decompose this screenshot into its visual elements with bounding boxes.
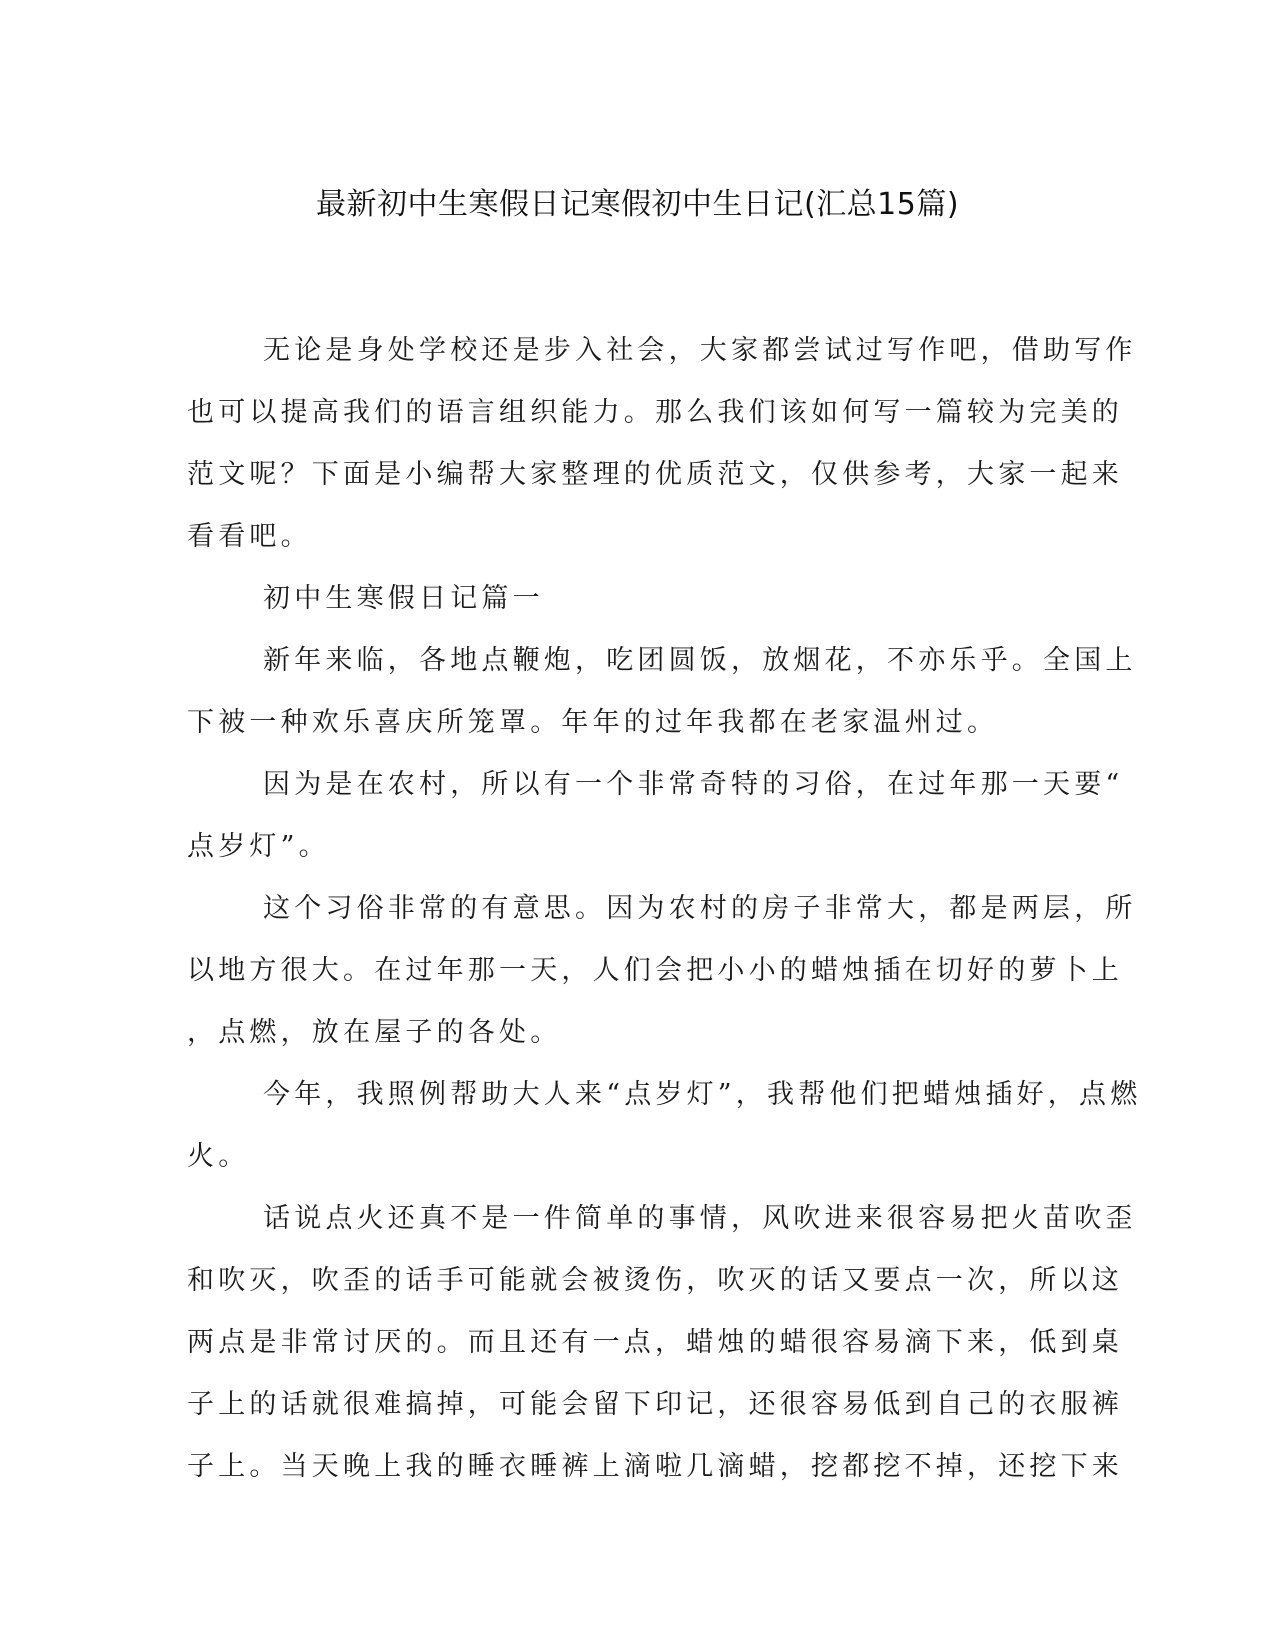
text-line: 无论是身处学校还是步入社会，大家都尝试过写作吧，借助写作: [263, 335, 1137, 366]
text-line: 以地方很大。在过年那一天，人们会把小小的蜡烛插在切好的萝卜上: [187, 955, 1123, 986]
text-line: 看看吧。: [187, 521, 312, 552]
document-body: [187, 320, 1142, 1498]
text-line: 下被一种欢乐喜庆所笼罩。年年的过年我都在老家温州过。: [187, 707, 999, 738]
text-line: 这个习俗非常的有意思。因为农村的房子非常大，都是两层，所: [263, 893, 1137, 924]
text-line: 新年来临，各地点鞭炮，吃团圆饭，放烟花，不亦乐乎。全国上: [263, 645, 1137, 676]
text-line: ，点燃，放在屋子的各处。: [187, 1017, 562, 1048]
text-line: 和吹灭，吹歪的话手可能就会被烫伤，吹灭的话又要点一次，所以这: [187, 1265, 1123, 1296]
text-line: 今年，我照例帮助大人来“点岁灯”，我帮他们把蜡烛插好，点燃: [263, 1079, 1142, 1110]
text-line: 范文呢？下面是小编帮大家整理的优质范文，仅供参考，大家一起来: [187, 459, 1123, 490]
text-line: 因为是在农村，所以有一个非常奇特的习俗，在过年那一天要“: [263, 769, 1124, 800]
text-line: 子上。当天晚上我的睡衣睡裤上滴啦几滴蜡，挖都挖不掉，还挖下来: [187, 1451, 1123, 1482]
text-line: 火。: [187, 1141, 250, 1172]
text-line: 点岁灯”。: [187, 831, 330, 862]
text-line: 两点是非常讨厌的。而且还有一点，蜡烛的蜡很容易滴下来，低到桌: [187, 1327, 1123, 1358]
section-heading: 初中生寒假日记篇一: [263, 583, 544, 614]
page-title: 最新初中生寒假日记寒假初中生日记(汇总15篇): [315, 187, 960, 222]
text-line: 话说点火还真不是一件简单的事情，风吹进来很容易把火苗吹歪: [263, 1203, 1137, 1234]
text-line: 也可以提高我们的语言组织能力。那么我们该如何写一篇较为完美的: [187, 397, 1123, 428]
text-line: 子上的话就很难搞掉，可能会留下印记，还很容易低到自己的衣服裤: [187, 1389, 1123, 1420]
